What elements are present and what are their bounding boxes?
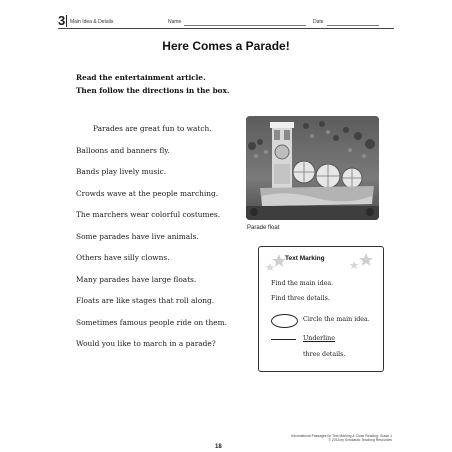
name-line (184, 25, 306, 26)
passage-line: Parades are great fun to watch. (93, 124, 212, 133)
date-line (327, 25, 379, 26)
star-icon (359, 253, 373, 266)
passage-line: Balloons and banners fly. (76, 145, 170, 155)
underline-mark-icon (271, 339, 296, 340)
page-number: 18 (215, 444, 222, 450)
star-icon (266, 263, 275, 271)
text-marking-line: Find the main idea. (271, 280, 334, 287)
star-icon (350, 261, 359, 269)
directions-line: Then follow the directions in the box. (76, 86, 230, 95)
credit-line: © 2015 by Scholastic Teaching Resources (328, 438, 392, 443)
passage-line: Floats are like stages that roll along. (76, 296, 215, 305)
underline-word: Underline (303, 335, 335, 342)
text-marking-title: Text Marking (285, 255, 325, 262)
lesson-number: 3 (58, 13, 66, 28)
footer-credit (272, 434, 392, 442)
date-label: Date (313, 19, 324, 25)
lesson-topic: Main Idea & Details (70, 19, 114, 25)
parade-float-photo (246, 116, 379, 220)
passage-line: Would you like to march in a parade? (76, 339, 216, 348)
header-rule (58, 28, 394, 29)
parade-float-image (246, 116, 379, 220)
name-label: Name (168, 19, 182, 25)
passage-line: The marchers wear colorful costumes. (76, 210, 221, 219)
circle-instruction: Circle the main idea. (303, 316, 370, 323)
star-icon (272, 254, 286, 267)
photo-caption: Parade float (247, 225, 280, 231)
passage-line: Some parades have live animals. (76, 231, 199, 241)
reading-passage (76, 118, 256, 355)
passage-line: Sometimes famous people ride on them. (76, 317, 227, 327)
credit-line: Informational Passages for Text Marking & Close Reading: Grade 1 (291, 434, 392, 438)
passage-line: Crowds wave at the people marching. (76, 188, 219, 198)
circle-mark-icon (271, 314, 298, 328)
lesson-divider (66, 15, 67, 27)
passage-line: Many parades have large floats. (76, 274, 197, 284)
directions-line: Read the entertainment article. (76, 73, 206, 82)
page-title: Here Comes a Parade! (162, 39, 290, 53)
directions (76, 71, 229, 97)
underline-instruction: three details. (303, 351, 346, 358)
passage-line: Others have silly clowns. (76, 253, 170, 262)
text-marking-line: Find three details. (271, 295, 330, 302)
passage-line: Bands play lively music. (76, 167, 167, 176)
